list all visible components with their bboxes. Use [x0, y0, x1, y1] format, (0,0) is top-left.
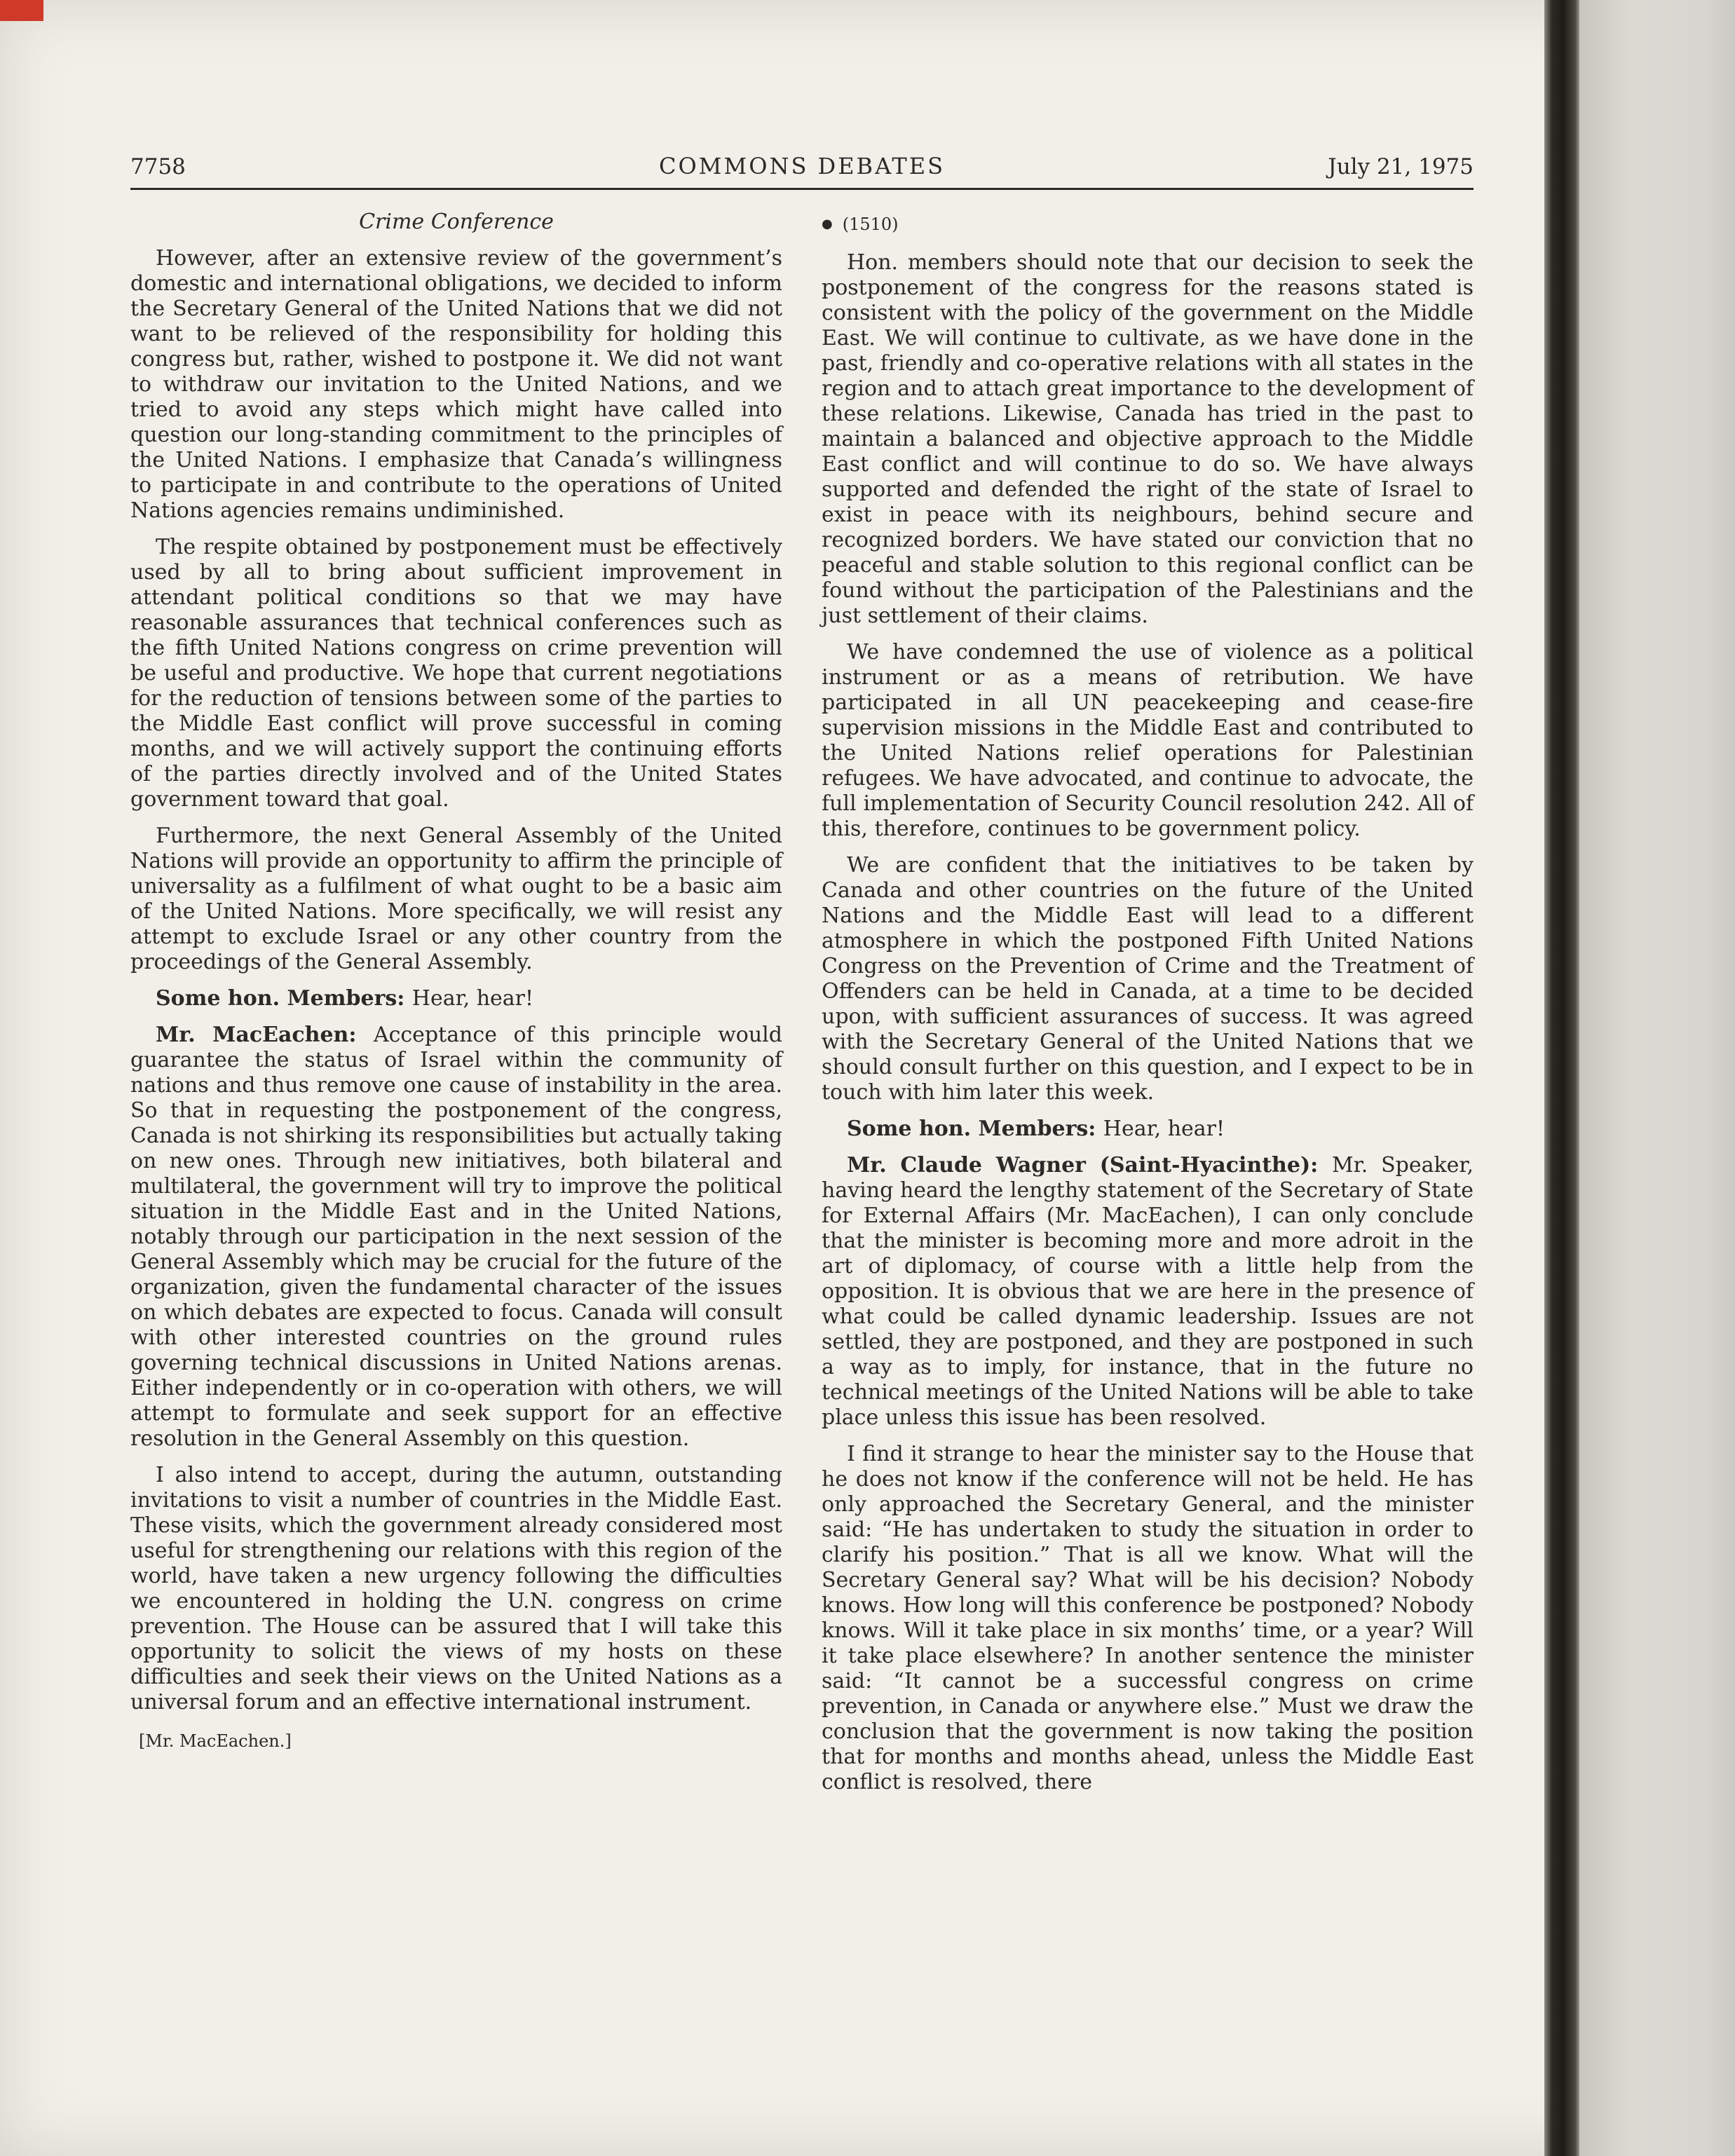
speaker-lead: Mr. Claude Wagner (Saint-Hyacinthe):: [847, 1153, 1332, 1178]
paragraph-text: Mr. Speaker, having heard the lengthy statement of the Secretary of State for External Affairs (Mr. MacEachen), I can only conclude that the minister is becoming more and more adroit in the art of diplomacy, of course with a little help from the opposition. It is obvious that we are here in the presence of what could be called dynamic leadership. Issues are not settled, they are postponed, and they are postponed in such a way as to imply, for instance, that in the future no technical meetings of the United Nations will be able to take place unless this issue has been resolved.: [822, 1153, 1474, 1430]
time-marker-text: (1510): [842, 214, 899, 234]
next-page-edge: [1579, 0, 1735, 2156]
speaker-lead: Some hon. Members:: [847, 1117, 1103, 1141]
speaker-lead: Mr. MacEachen:: [156, 1023, 374, 1047]
paragraph-text: Hear, hear!: [1103, 1117, 1225, 1141]
paragraph-text: I find it strange to hear the minister say to the House that he does not know if the conference will not be held. He has only approached the Secretary General, and the minister said: “He has undertaken to study the situation in order to clarify his position.” That is all we know. What will the Secretary General say? What will be his decision? Nobody knows. How long will this conference be postponed? Nobody knows. Will it take place in six months’ time, or a year? Will it take place elsewhere? In another sentence the minister said: “It cannot be a successful congress on crime prevention, in Canada or anywhere else.” Must we draw the conclusion that the government is now taking the position that for months and months ahead, unless the Middle East conflict is resolved, there: [822, 1442, 1474, 1794]
paragraph: [822, 853, 1474, 1105]
header-date: July 21, 1975: [1328, 154, 1474, 179]
speaker-footnote: [Mr. MacEachen.]: [139, 1731, 292, 1751]
page-number: 7758: [130, 154, 186, 179]
right-column: [822, 208, 1474, 1806]
paragraph: [130, 1023, 782, 1452]
paragraph-text: However, after an extensive review of the government’s domestic and international obligations, we decided to inform the Secretary General of the United Nations that we did not want to be relieved of the responsibility for holding this congress but, rather, wished to postpone it. We did not want to withdraw our invitation to the United Nations, and we tried to avoid any steps which might have called into question our long-standing commitment to the principles of the United Nations. I emphasize that Canada’s willingness to participate in and contribute to the operations of United Nations agencies remains undiminished.: [130, 246, 782, 523]
two-column-layout: [130, 208, 1474, 1806]
paragraph: [130, 986, 782, 1011]
paragraph: [822, 1117, 1474, 1142]
paragraph: [822, 250, 1474, 629]
bullet-icon: ●: [822, 217, 833, 231]
paragraph: [130, 824, 782, 975]
paragraph-text: Hon. members should note that our decision to seek the postponement of the congress for the reasons stated is consistent with the policy of the government on the Middle East. We will continue to cultivate, as we have done in the past, friendly and co-operative relations with all states in the region and to attach great importance to the development of these relations. Likewise, Canada has tried in the past to maintain a balanced and objective approach to the Middle East conflict and will continue to do so. We have always supported and defended the right of the state of Israel to exist in peace with its neighbours, behind secure and recognized borders. We have stated our conviction that no peaceful and stable solution to this regional conflict can be found without the participation of the Palestinians and the just settlement of their claims.: [822, 250, 1474, 628]
paragraph: [822, 1153, 1474, 1431]
paragraph: [130, 535, 782, 812]
page-content: [130, 153, 1474, 1806]
paragraph: [822, 1442, 1474, 1795]
paragraph-text: I also intend to accept, during the autumn, outstanding invitations to visit a number of countries in the Middle East. These visits, which the government already considered most useful for strengthening our relations with this region of the world, have taken a new urgency following the difficulties we encountered in holding the U.N. congress on crime prevention. The House can be assured that I will take this opportunity to solicit the views of my hosts on these difficulties and seek their views on the United Nations as a universal forum and an effective international instrument.: [130, 1463, 782, 1714]
paragraph-text: The respite obtained by postponement must be effectively used by all to bring about sufficient improvement in attendant political conditions so that we may have reasonable assurances that technical conferences such as the fifth United Nations congress on crime prevention will be useful and productive. We hope that current negotiations for the reduction of tensions between some of the parties to the Middle East conflict will prove successful in coming months, and we will actively support the continuing efforts of the parties directly involved and of the United States government toward that goal.: [130, 535, 782, 812]
left-column: [130, 208, 782, 1806]
paragraph-text: Acceptance of this principle would guarantee the status of Israel within the community of nations and thus remove one cause of instability in the area. So that in requesting the postponement of the congress, Canada is not shirking its responsibilities but actually taking on new ones. Through new initiatives, both bilateral and multilateral, the government will try to improve the political situation in the Middle East and in the United Nations, notably through our participation in the next session of the General Assembly which may be crucial for the future of the organization, given the fundamental character of the issues on which debates are expected to focus. Canada will consult with other interested countries on the ground rules governing technical discussions in United Nations arenas. Either independently or in co-operation with others, we will attempt to formulate and seek support for an effective resolution in the General Assembly on this question.: [130, 1023, 782, 1451]
section-title: Crime Conference: [359, 210, 554, 234]
red-corner-mark: [0, 0, 43, 21]
paragraph-text: Furthermore, the next General Assembly of the United Nations will provide an opportunity to affirm the principle of universality as a fulfilment of what ought to be a basic aim of the United Nations. More specifically, we will resist any attempt to exclude Israel or any other country from the proceedings of the General Assembly.: [130, 824, 782, 974]
binding-shadow: [1544, 0, 1579, 2156]
paragraph-text: We are confident that the initiatives to be taken by Canada and other countries on the future of the United Nations and the Middle East will lead to a different atmosphere in which the postponed Fifth United Nations Congress on the Prevention of Crime and the Treatment of Offenders can be held in Canada, at a time to be decided upon, with sufficient assurances of success. It was agreed with the Secretary General of the United Nations that we should consult further on this question, and I expect to be in touch with him later this week.: [822, 853, 1474, 1105]
paragraph-text: We have condemned the use of violence as a political instrument or as a means of retribution. We have participated in all UN peacekeeping and cease-fire supervision missions in the Middle East and contributed to the United Nations relief operations for Palestinian refugees. We have advocated, and continue to advocate, the full implementation of Security Council resolution 242. All of this, therefore, continues to be government policy.: [822, 640, 1474, 841]
time-marker: [822, 214, 1474, 235]
paragraph: [822, 640, 1474, 842]
paragraph-text: Hear, hear!: [411, 986, 534, 1011]
page-header: [130, 153, 1474, 190]
paragraph: [130, 246, 782, 524]
header-title: COMMONS DEBATES: [658, 153, 946, 179]
paragraph: [130, 1463, 782, 1715]
speaker-lead: Some hon. Members:: [156, 986, 412, 1011]
